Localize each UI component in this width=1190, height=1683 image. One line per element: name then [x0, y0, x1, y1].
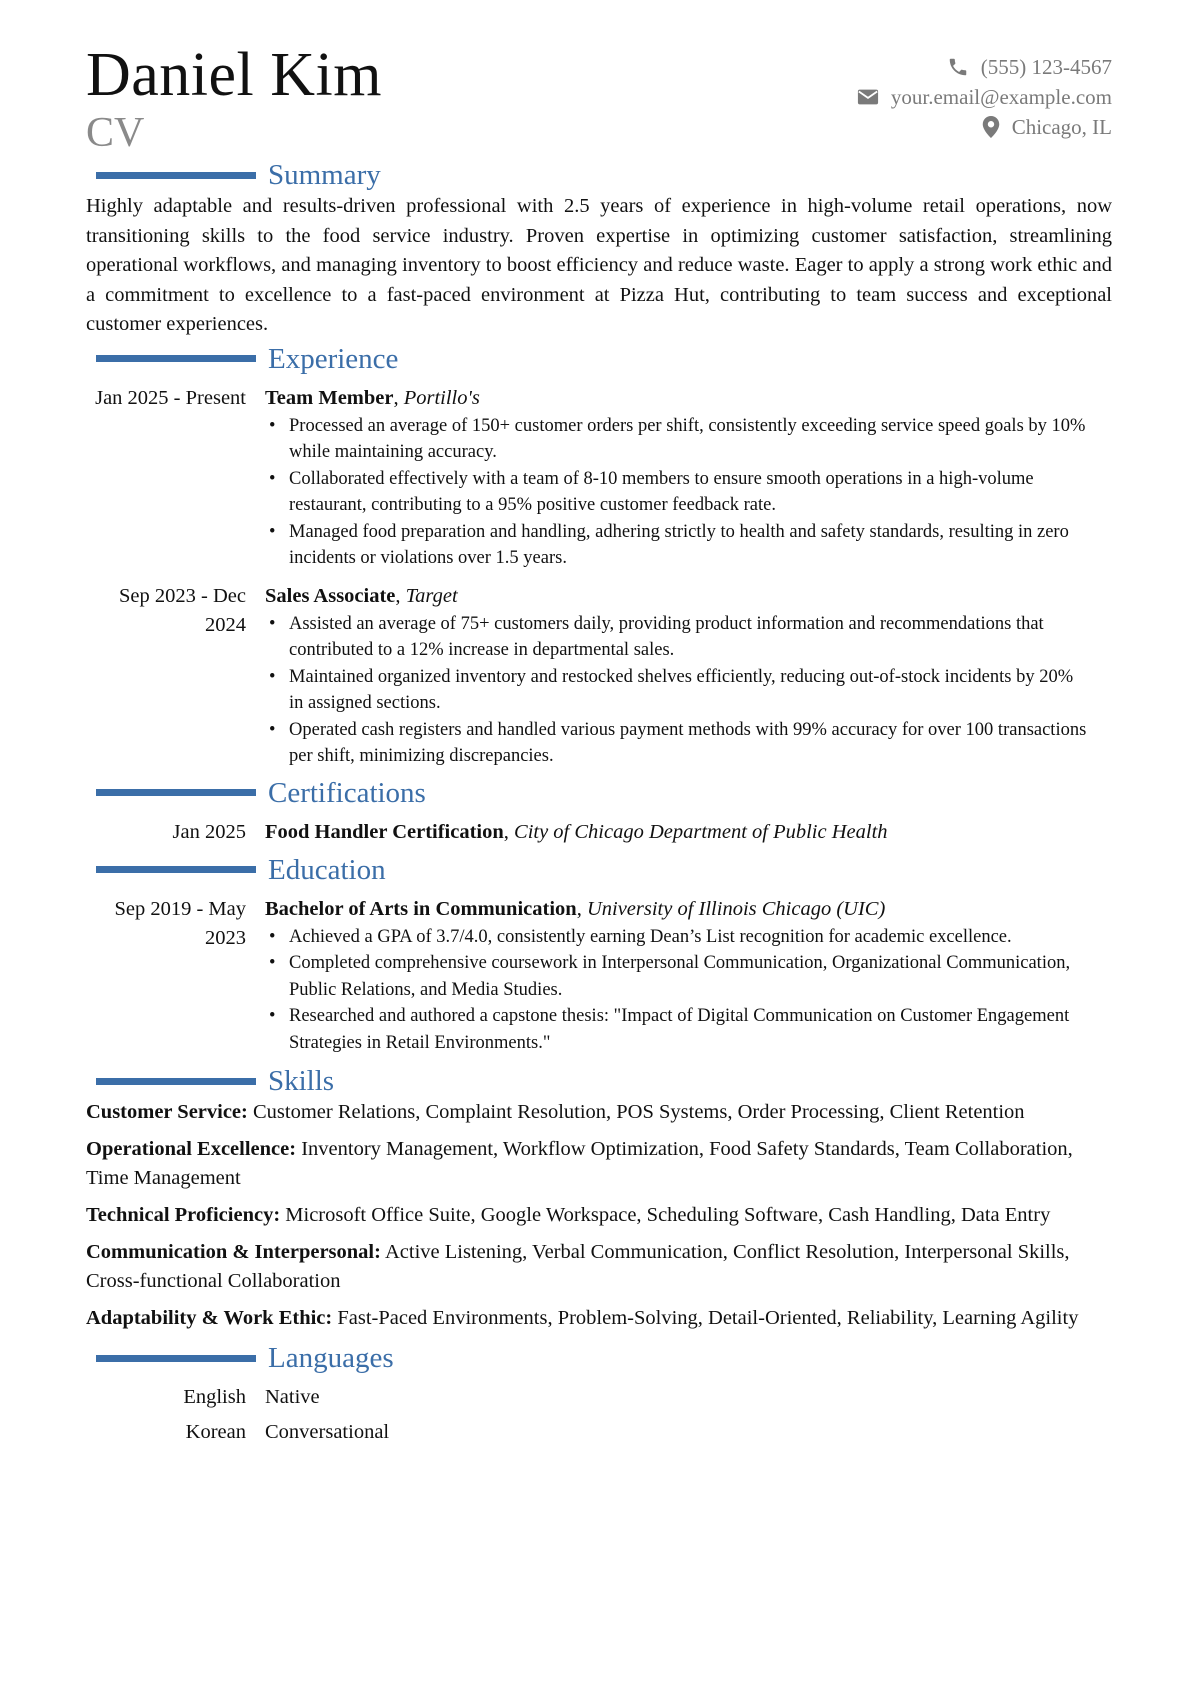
skill-category: Communication & Interpersonal: — [86, 1241, 381, 1263]
language-level: Conversational — [265, 1421, 390, 1443]
experience-entry — [86, 582, 1112, 770]
section-title: Certifications — [268, 776, 426, 809]
section-languages-heading — [86, 1341, 1112, 1375]
entry-heading: Bachelor of Arts in Communication, University of Illinois Chicago (UIC) — [265, 897, 886, 920]
section-accent-bar — [96, 172, 256, 179]
entry-date: Sep 2019 - May 2023 — [114, 897, 246, 949]
skills-list — [86, 1098, 1112, 1333]
skill-group — [86, 1238, 1112, 1296]
certification-issuer: City of Chicago Department of Public Health — [514, 820, 888, 843]
section-skills-heading — [86, 1064, 1112, 1098]
skill-group — [86, 1098, 1112, 1127]
skill-values: Microsoft Office Suite, Google Workspace, Scheduling Software, Cash Handling, Data Entry — [285, 1204, 1051, 1226]
entry-date: Jan 2025 — [172, 820, 246, 843]
list-item: • Achieved a GPA of 3.7/4.0, consistently earning Dean’s List recognition for academic excellence. — [289, 924, 1112, 951]
entry-body — [265, 384, 1112, 572]
section-accent-bar — [96, 789, 256, 796]
section-summary-heading — [86, 158, 1112, 192]
entry-date: Sep 2023 - Dec 2024 — [119, 584, 246, 636]
skill-category: Technical Proficiency: — [86, 1204, 281, 1226]
employer-name: Target — [405, 584, 458, 607]
employer-name: Portillo's — [403, 386, 480, 409]
section-accent-bar — [96, 866, 256, 873]
achievement-list — [265, 413, 1112, 572]
experience-entry — [86, 384, 1112, 572]
language-name: Korean — [185, 1421, 246, 1443]
certification-name: Food Handler Certification — [265, 820, 504, 843]
skill-category: Customer Service: — [86, 1101, 248, 1123]
degree-name: Bachelor of Arts in Communication — [265, 897, 577, 920]
document-subtitle: CV — [86, 110, 145, 156]
skill-values: Customer Relations, Complaint Resolution, POS Systems, Order Processing, Client Retention — [252, 1101, 1025, 1123]
entry-date: Jan 2025 - Present — [95, 386, 246, 409]
contact-email — [857, 82, 1112, 112]
section-accent-bar — [96, 1078, 256, 1085]
language-level: Native — [265, 1386, 320, 1408]
language-row — [86, 1418, 1112, 1447]
section-education-heading — [86, 853, 1112, 887]
list-item: • Assisted an average of 75+ customers daily, providing product information and recommendations that contributed to a 12% increase in departmental sales. — [289, 611, 1112, 664]
skill-category: Adaptability & Work Ethic: — [86, 1307, 333, 1329]
list-item: • Collaborated effectively with a team of 8-10 members to ensure smooth operations in a high-volume restaurant, contributing to a 95% positive customer feedback rate. — [289, 466, 1112, 519]
contact-location — [857, 112, 1112, 142]
list-item: • Managed food preparation and handling, adhering strictly to health and safety standards, resulting in zero incidents or violations over 1.5 years. — [289, 519, 1112, 572]
education-entry — [86, 895, 1112, 1057]
list-item: • Operated cash registers and handled various payment methods with 99% accuracy for over 100 transactions per shift, minimizing discrepancies. — [289, 717, 1112, 770]
job-title: Sales Associate — [265, 584, 396, 607]
language-row — [86, 1383, 1112, 1412]
location-pin-icon — [982, 116, 1000, 138]
list-item: • Maintained organized inventory and restocked shelves efficiently, reducing out-of-stock incidents by 20% in assigned sections. — [289, 664, 1112, 717]
list-item: • Researched and authored a capstone thesis: "Impact of Digital Communication on Customer Engagement Strategies in Retail Environments." — [289, 1003, 1112, 1056]
phone-number[interactable]: (555) 123-4567 — [980, 55, 1112, 79]
section-accent-bar — [96, 1355, 256, 1362]
contact-info — [857, 52, 1112, 142]
skill-values: Fast-Paced Environments, Problem-Solving, Detail-Oriented, Reliability, Learning Agility — [337, 1307, 1079, 1329]
skill-category: Operational Excellence: — [86, 1138, 297, 1160]
resume-page — [86, 40, 1112, 1447]
section-title: Languages — [268, 1342, 394, 1374]
school-name: University of Illinois Chicago (UIC) — [586, 897, 886, 920]
email-address[interactable]: your.email@example.com — [890, 85, 1112, 109]
section-accent-bar — [96, 355, 256, 362]
entry-body — [265, 582, 1112, 770]
skill-group — [86, 1135, 1112, 1193]
entry-body — [265, 895, 1112, 1057]
candidate-name: Daniel Kim — [86, 41, 382, 109]
location-text: Chicago, IL — [1011, 115, 1112, 139]
phone-icon — [947, 56, 969, 78]
skill-group — [86, 1201, 1112, 1230]
entry-body: Food Handler Certification, City of Chicago Department of Public Health — [265, 820, 888, 843]
entry-heading: Team Member, Portillo's — [265, 386, 480, 409]
certification-entry — [86, 818, 1112, 847]
section-title: Skills — [268, 1065, 335, 1097]
contact-phone — [857, 52, 1112, 82]
section-title: Education — [268, 853, 386, 886]
list-item: • Completed comprehensive coursework in Interpersonal Communication, Organizational Communication, Public Relations, and Media Studies. — [289, 950, 1112, 1003]
entry-heading: Sales Associate, Target — [265, 584, 458, 607]
job-title: Team Member — [265, 386, 394, 409]
skill-group — [86, 1304, 1112, 1333]
list-item: • Processed an average of 150+ customer orders per shift, consistently exceeding service speed goals by 10% while maintaining accuracy. — [289, 413, 1112, 466]
envelope-icon — [857, 88, 879, 106]
section-title: Experience — [268, 342, 399, 375]
achievement-list — [265, 924, 1112, 1057]
summary-text: Highly adaptable and results-driven professional with 2.5 years of experience in high-volume retail operations, now transitioning skills to the food service industry. Proven expertise in optimizing customer satisfaction, streamlining operational workflows, and managing inventory to boost efficiency and reduce waste. Eager to apply a strong work ethic and a commitment to excellence to a fast-paced environment at Pizza Hut, contributing to team success and exceptional customer experiences. — [86, 195, 1112, 335]
resume-header — [86, 40, 1112, 158]
section-certifications-heading — [86, 776, 1112, 810]
section-title: Summary — [268, 159, 381, 191]
section-experience-heading — [86, 342, 1112, 376]
language-name: English — [183, 1386, 246, 1408]
skill-values: Inventory Management, Workflow Optimization, Food Safety Standards, Team Collaboration, Time Management — [86, 1138, 1073, 1189]
skill-values: Active Listening, Verbal Communication, Conflict Resolution, Interpersonal Skills, Cross-functional Collaboration — [86, 1241, 1070, 1292]
achievement-list — [265, 611, 1112, 770]
